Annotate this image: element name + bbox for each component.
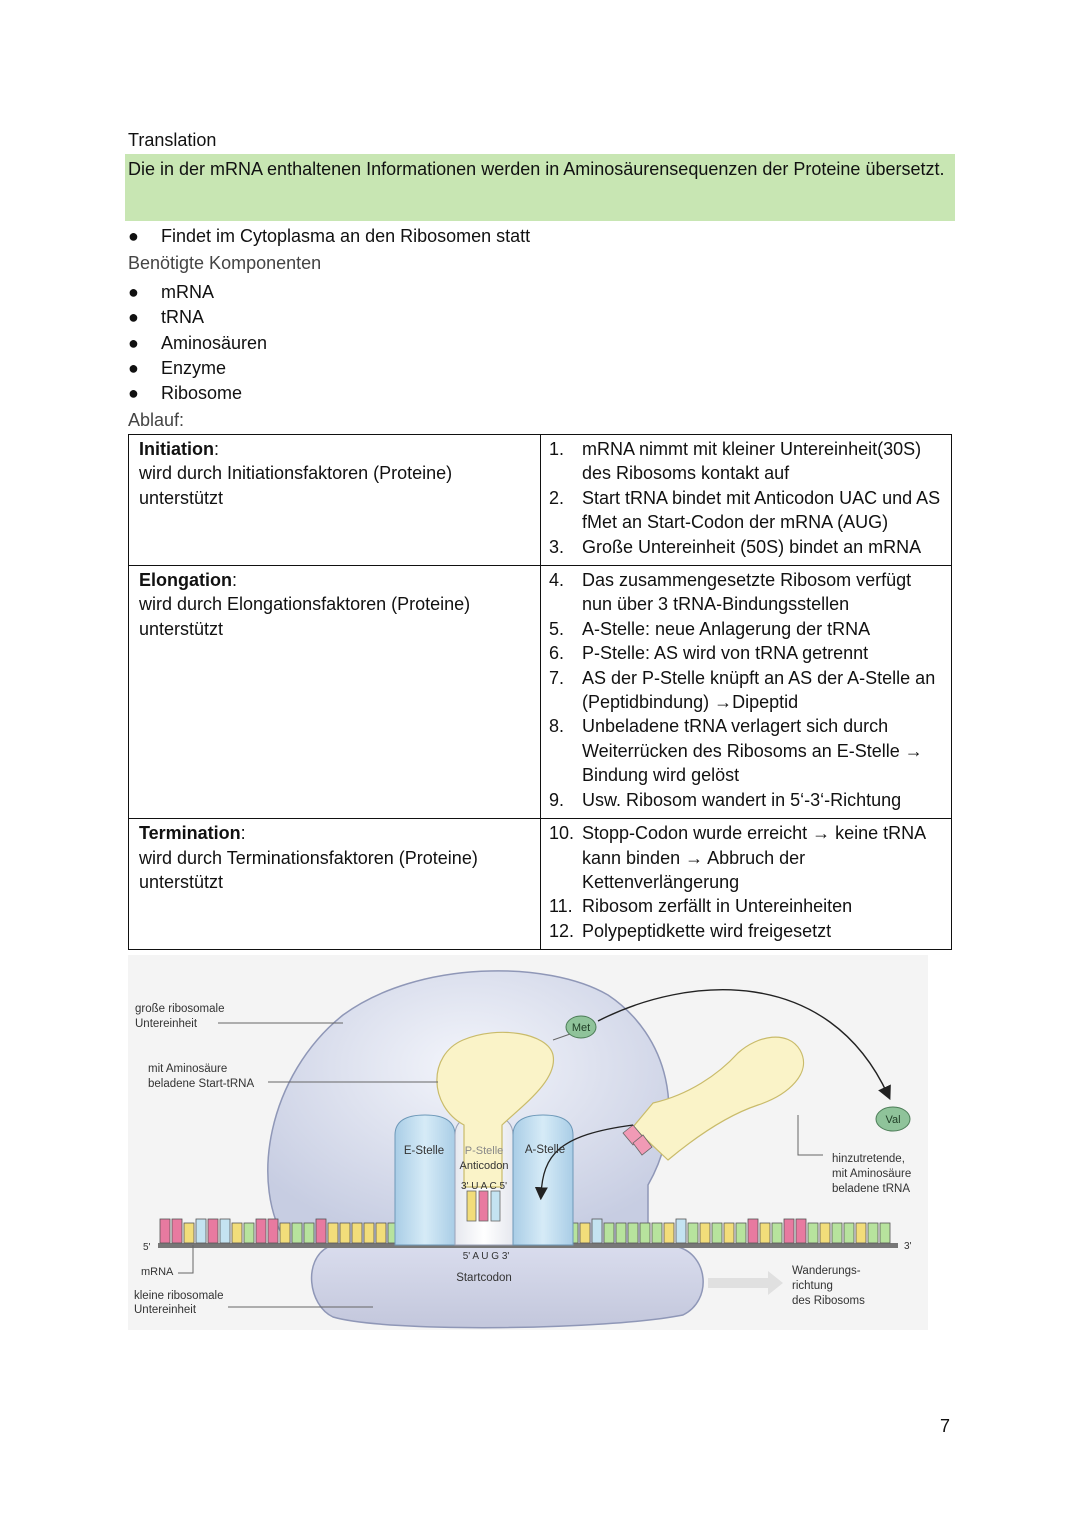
incoming-trna-label: beladene tRNA xyxy=(832,1183,910,1195)
component-item: ● Ribosome xyxy=(128,383,243,403)
step-item: 1. mRNA nimmt mit kleiner Untereinheit(30S) des Ribosoms kontakt auf xyxy=(549,439,922,484)
direction-label: richtung xyxy=(792,1280,833,1292)
steps-cell xyxy=(541,566,952,819)
val-label: Val xyxy=(885,1114,901,1126)
e-site-label: E-Stelle xyxy=(403,1145,445,1157)
definition-text: Die in der mRNA enthaltenen Informationen werden in Aminosäurensequenzen der Proteine übersetzt. xyxy=(128,159,945,179)
component-item: ● mRNA xyxy=(128,282,214,302)
component-item: ● tRNA xyxy=(128,307,205,327)
step-item: 10. Stopp-Codon wurde erreicht → keine tRNA kann binden → Abbruch der Kettenverlängerung xyxy=(549,823,926,892)
phase-row-initiation xyxy=(129,435,952,566)
start-trna-label: beladene Start-tRNA xyxy=(148,1078,255,1090)
phase-description: wird durch Initiationsfaktoren (Proteine) unterstützt xyxy=(139,463,453,508)
start-trna-label: mit Aminosäure xyxy=(148,1063,228,1075)
three-prime-label: 3' xyxy=(904,1241,912,1252)
codon-sequence: 5' A U G 3' xyxy=(462,1251,510,1262)
step-item: 11. Ribosom zerfällt in Untereinheiten xyxy=(549,896,853,917)
step-item: 3. Große Untereinheit (50S) bindet an mRNA xyxy=(549,536,922,557)
anticodon-label: Anticodon xyxy=(459,1160,509,1172)
large-subunit-label: Untereinheit xyxy=(135,1018,198,1030)
page-title: Translation xyxy=(128,130,217,150)
step-item: 4. Das zusammengesetzte Ribosom verfügt nun über 3 tRNA-Bindungsstellen xyxy=(549,570,912,615)
start-codon-label: Startcodon xyxy=(456,1272,512,1284)
phase-title: Elongation xyxy=(139,570,232,591)
anticodon-bases xyxy=(467,1191,500,1221)
direction-label: des Ribosoms xyxy=(792,1295,865,1307)
a-site-label: A-Stelle xyxy=(524,1144,566,1156)
phase-title: Termination xyxy=(139,823,241,844)
small-subunit-label: kleine ribosomale xyxy=(134,1290,224,1302)
components-label: Benötigte Komponenten xyxy=(128,253,322,273)
large-subunit-label: große ribosomale xyxy=(135,1003,225,1015)
translation-steps-table xyxy=(128,434,952,950)
step-item: 7. AS der P-Stelle knüpft an AS der A-Stelle an (Peptidbindung) →Dipeptid xyxy=(549,667,936,713)
step-item: 6. P-Stelle: AS wird von tRNA getrennt xyxy=(549,643,869,664)
bullet-dot: ● xyxy=(128,226,139,246)
phase-row-elongation xyxy=(129,566,952,819)
small-subunit-label: Untereinheit xyxy=(134,1304,197,1316)
step-item: 2. Start tRNA bindet mit Anticodon UAC und AS fMet an Start-Codon der mRNA (AUG) xyxy=(549,487,941,533)
phase-description: wird durch Terminationsfaktoren (Proteine) unterstützt xyxy=(139,847,478,892)
component-item: ● Aminosäuren xyxy=(128,333,268,353)
page-number: 7 xyxy=(940,1416,951,1436)
anticodon-sequence: 3' U A C 5' xyxy=(460,1181,508,1192)
incoming-trna-label: hinzutretende, xyxy=(832,1153,905,1165)
step-item: 8. Unbeladene tRNA verlagert sich durch Weiterrücken des Ribosoms an E-Stelle → Bindung wird gelöst xyxy=(549,716,923,786)
component-item: ● Enzyme xyxy=(128,358,227,378)
step-item: 9. Usw. Ribosom wandert in 5‘-3‘-Richtung xyxy=(549,789,902,810)
phase-cell: Elongation: wird durch Elongationsfaktoren (Proteine) unterstützt xyxy=(129,566,541,819)
steps-cell xyxy=(541,819,952,950)
val-amino-acid xyxy=(876,1107,910,1131)
phase-description: wird durch Elongationsfaktoren (Proteine) unterstützt xyxy=(139,594,471,639)
p-site-label: P-Stelle xyxy=(464,1145,504,1157)
definition-box xyxy=(125,154,955,221)
phase-title: Initiation xyxy=(139,439,214,459)
phase-cell: Termination: wird durch Terminationsfaktoren (Proteine) unterstützt xyxy=(129,819,541,950)
e-site xyxy=(395,1115,455,1245)
phase-cell: Initiation: wird durch Initiationsfaktoren (Proteine) unterstützt xyxy=(129,435,541,566)
step-item: 12. Polypeptidkette wird freigesetzt xyxy=(549,920,832,941)
location-text: Findet im Cytoplasma an den Ribosomen statt xyxy=(161,226,531,246)
process-label: Ablauf: xyxy=(128,410,185,430)
direction-label: Wanderungs- xyxy=(792,1265,861,1277)
step-item: 5. A-Stelle: neue Anlagerung der tRNA xyxy=(549,618,871,639)
met-label: Met xyxy=(571,1022,591,1034)
phase-row-termination xyxy=(129,819,952,950)
location-bullet xyxy=(128,224,530,248)
ribosome-translation-figure xyxy=(128,955,928,1330)
steps-cell xyxy=(541,435,952,566)
incoming-trna-label: mit Aminosäure xyxy=(832,1168,912,1180)
five-prime-label: 5' xyxy=(143,1242,151,1253)
mrna-label: mRNA xyxy=(141,1266,174,1278)
